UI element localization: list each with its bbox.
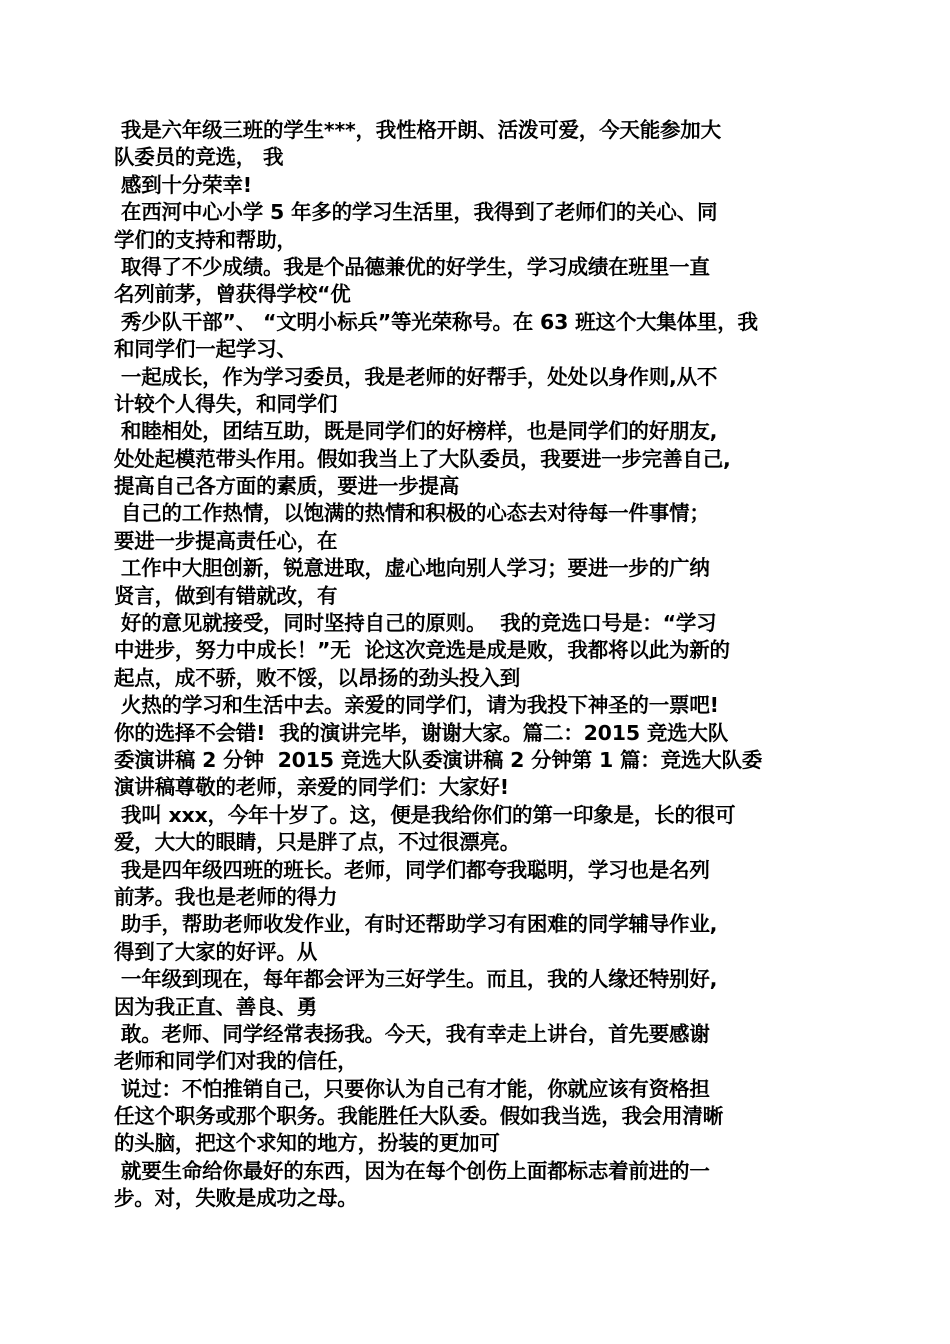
text-line: 因为我正直、善良、勇 bbox=[114, 994, 317, 1019]
text-line: 队委员的竞选， 我 bbox=[114, 145, 284, 170]
text-line: 我叫 xxx，今年十岁了。这，便是我给你们的第一印象是，长的很可 bbox=[114, 802, 736, 827]
text-line: 老师和同学们对我的信任， bbox=[114, 1049, 358, 1074]
text-line: 中进步，努力中成长！”无 论这次竞选是成是败，我都将以此为新的 bbox=[114, 638, 730, 663]
text-line: 一年级到现在，每年都会评为三好学生。而且，我的人缘还特别好, bbox=[114, 967, 718, 992]
text-line: 取得了不少成绩。我是个品德兼优的好学生，学习成绩在班里一直 bbox=[114, 254, 710, 279]
text-line: 和同学们一起学习、 bbox=[114, 337, 297, 362]
text-line: 和睦相处，团结互助，既是同学们的好榜样，也是同学们的好朋友, bbox=[114, 419, 718, 444]
text-line: 任这个职务或那个职务。我能胜任大队委。假如我当选，我会用清晰 bbox=[114, 1104, 723, 1129]
text-line: 提高自己各方面的素质，要进一步提高 bbox=[114, 474, 460, 499]
text-line: 说过：不怕推销自己，只要你认为自己有才能，你就应该有资格担 bbox=[114, 1076, 710, 1101]
text-line: 名列前茅，曾获得学校“优 bbox=[114, 282, 351, 307]
text-line: 要进一步提高责任心，在 bbox=[114, 528, 338, 553]
text-line: 得到了大家的好评。从 bbox=[114, 939, 317, 964]
text-line: 工作中大胆创新，锐意进取，虚心地向别人学习；要进一步的广纳 bbox=[114, 556, 710, 581]
text-line: 前茅。我也是老师的得力 bbox=[114, 884, 338, 909]
text-line: 一起成长，作为学习委员，我是老师的好帮手，处处以身作则,从不 bbox=[114, 364, 718, 389]
text-line: 演讲稿尊敬的老师，亲爱的同学们：大家好! bbox=[114, 775, 509, 800]
text-line: 好的意见就接受，同时坚持自己的原则。 我的竞选口号是：“学习 bbox=[114, 611, 717, 636]
text-line: 委演讲稿 2 分钟 2015 竞选大队委演讲稿 2 分钟第 1 篇：竞选大队委 bbox=[114, 747, 763, 772]
text-line: 计较个人得失，和同学们 bbox=[114, 391, 338, 416]
text-line: 步。对，失败是成功之母。 bbox=[114, 1186, 358, 1211]
text-line: 我是四年级四班的班长。老师，同学们都夸我聪明，学习也是名列 bbox=[114, 857, 710, 882]
text-line: 在西河中心小学 5 年多的学习生活里，我得到了老师们的关心、同 bbox=[114, 200, 718, 225]
text-line: 爱，大大的眼睛，只是胖了点，不过很漂亮。 bbox=[114, 830, 520, 855]
text-line: 处处起模范带头作用。假如我当上了大队委员，我要进一步完善自己, bbox=[114, 446, 731, 471]
text-line: 你的选择不会错! 我的演讲完毕，谢谢大家。篇二：2015 竞选大队 bbox=[114, 720, 729, 745]
text-line: 贤言，做到有错就改，有 bbox=[114, 583, 338, 608]
text-line: 起点，成不骄，败不馁，以昂扬的劲头投入到 bbox=[114, 665, 520, 690]
text-line: 敢。老师、同学经常表扬我。今天，我有幸走上讲台，首先要感谢 bbox=[114, 1021, 710, 1046]
text-line: 我是六年级三班的学生***，我性格开朗、活泼可爱，今天能参加大 bbox=[114, 118, 721, 142]
text-line: 感到十分荣幸! bbox=[114, 172, 252, 197]
text-line: 助手，帮助老师收发作业，有时还帮助学习有困难的同学辅导作业, bbox=[114, 912, 718, 937]
text-line: 学们的支持和帮助， bbox=[114, 227, 297, 252]
text-line: 火热的学习和生活中去。亲爱的同学们，请为我投下神圣的一票吧! bbox=[114, 693, 719, 718]
text-line: 秀少队干部”、 “文明小标兵”等光荣称号。在 63 班这个大集体里，我 bbox=[114, 309, 758, 334]
text-line: 自己的工作热情，以饱满的热情和积极的心态去对待每一件事情； bbox=[114, 501, 710, 526]
text-line: 的头脑，把这个求知的地方，扮装的更加可 bbox=[114, 1131, 500, 1156]
text-line: 就要生命给你最好的东西，因为在每个创伤上面都标志着前进的一 bbox=[114, 1158, 710, 1183]
speech-text-body bbox=[114, 117, 854, 1213]
